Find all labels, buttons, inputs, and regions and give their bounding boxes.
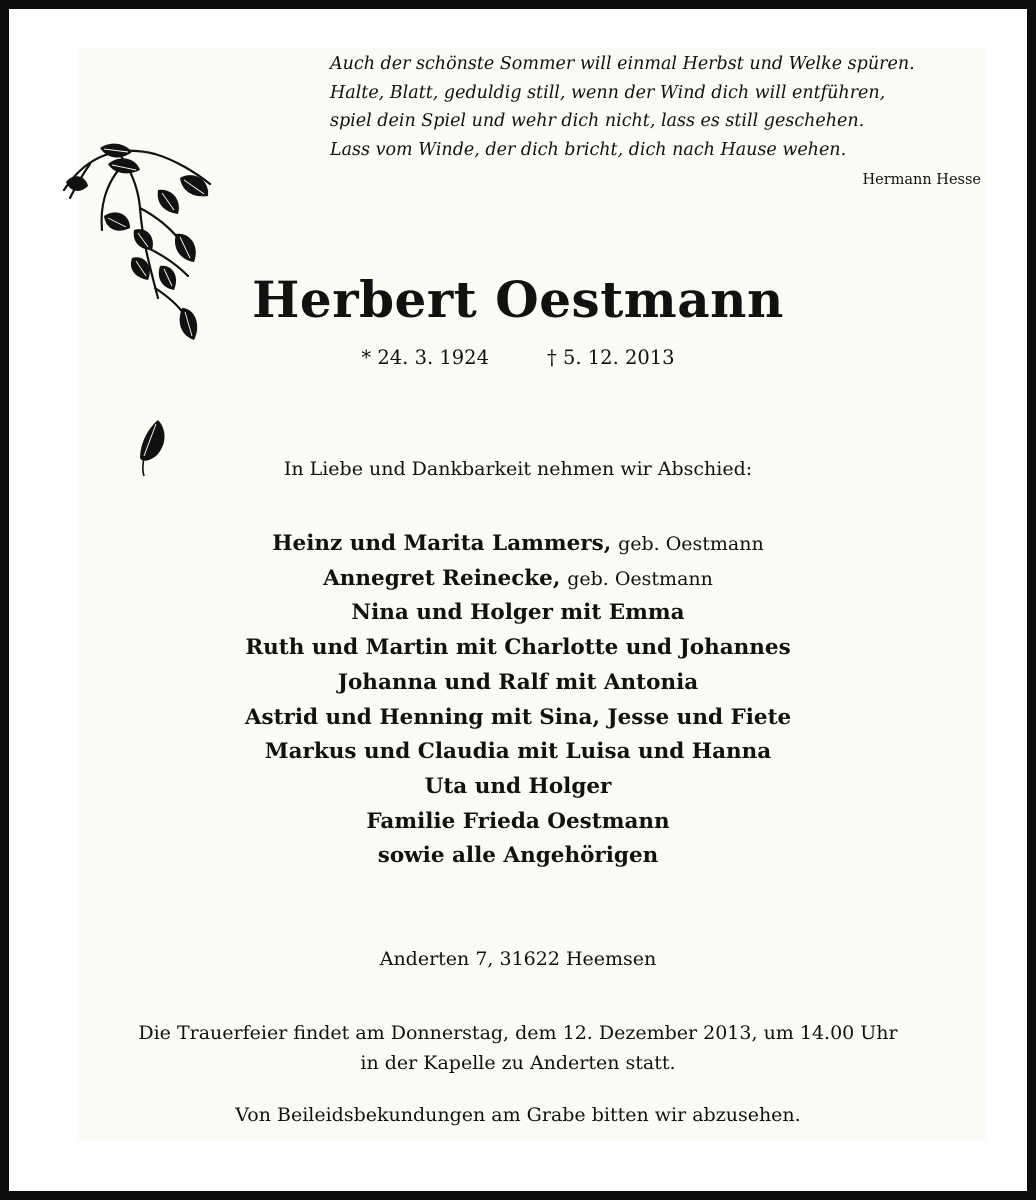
mourner-line bbox=[0, 562, 1036, 597]
service-line: in der Kapelle zu Anderten statt. bbox=[360, 1052, 676, 1074]
maiden-name: geb. Oestmann bbox=[618, 533, 764, 555]
family-address: Anderten 7, 31622 Heemsen bbox=[379, 948, 657, 970]
mourner-line bbox=[0, 527, 1036, 562]
mourner-line: Uta und Holger bbox=[424, 773, 612, 799]
poem-line: spiel dein Spiel und wehr dich nicht, lass es still geschehen. bbox=[330, 111, 865, 131]
mourner-line: Markus und Claudia mit Luisa und Hanna bbox=[264, 739, 772, 765]
maiden-name: geb. Oestmann bbox=[567, 567, 713, 590]
mourner-line: Nina und Holger mit Emma bbox=[351, 600, 685, 626]
farewell-intro: In Liebe und Dankbarkeit nehmen wir Abschied: bbox=[283, 458, 753, 480]
mourner-name: Annegret Reinecke, bbox=[323, 565, 561, 591]
mourners-list bbox=[0, 527, 1036, 874]
poem-line: Lass vom Winde, der dich bricht, dich nach Hause wehen. bbox=[330, 139, 847, 160]
birth-date: * 24. 3. 1924 bbox=[361, 346, 489, 369]
service-line: Die Trauerfeier findet am Donnerstag, dem 12. Dezember 2013, um 14.00 Uhr bbox=[138, 1022, 898, 1044]
mourner-line: sowie alle Angehörigen bbox=[377, 843, 659, 869]
mourner-line: Familie Frieda Oestmann bbox=[366, 808, 670, 834]
mourner-line: Johanna und Ralf mit Antonia bbox=[337, 669, 699, 695]
poem-line: Halte, Blatt, geduldig still, wenn der Wind dich will entführen, bbox=[330, 82, 886, 103]
mourner-name: Heinz und Marita Lammers, bbox=[272, 531, 612, 556]
condolence-note: Von Beileidsbekundungen am Grabe bitten wir abzusehen. bbox=[235, 1104, 801, 1126]
poem bbox=[330, 50, 915, 164]
deceased-name: Herbert Oestmann bbox=[252, 270, 784, 329]
mourner-line: Ruth und Martin mit Charlotte und Johannes bbox=[245, 635, 791, 661]
poem-line: Auch der schönste Sommer will einmal Herbst und Welke spüren. bbox=[330, 54, 915, 74]
mourner-line: Astrid und Henning mit Sina, Jesse und Fiete bbox=[244, 704, 792, 730]
death-date: † 5. 12. 2013 bbox=[547, 346, 675, 369]
poem-author: Hermann Hesse bbox=[862, 172, 981, 188]
funeral-service-info bbox=[0, 1018, 1036, 1078]
life-dates bbox=[0, 346, 1036, 369]
